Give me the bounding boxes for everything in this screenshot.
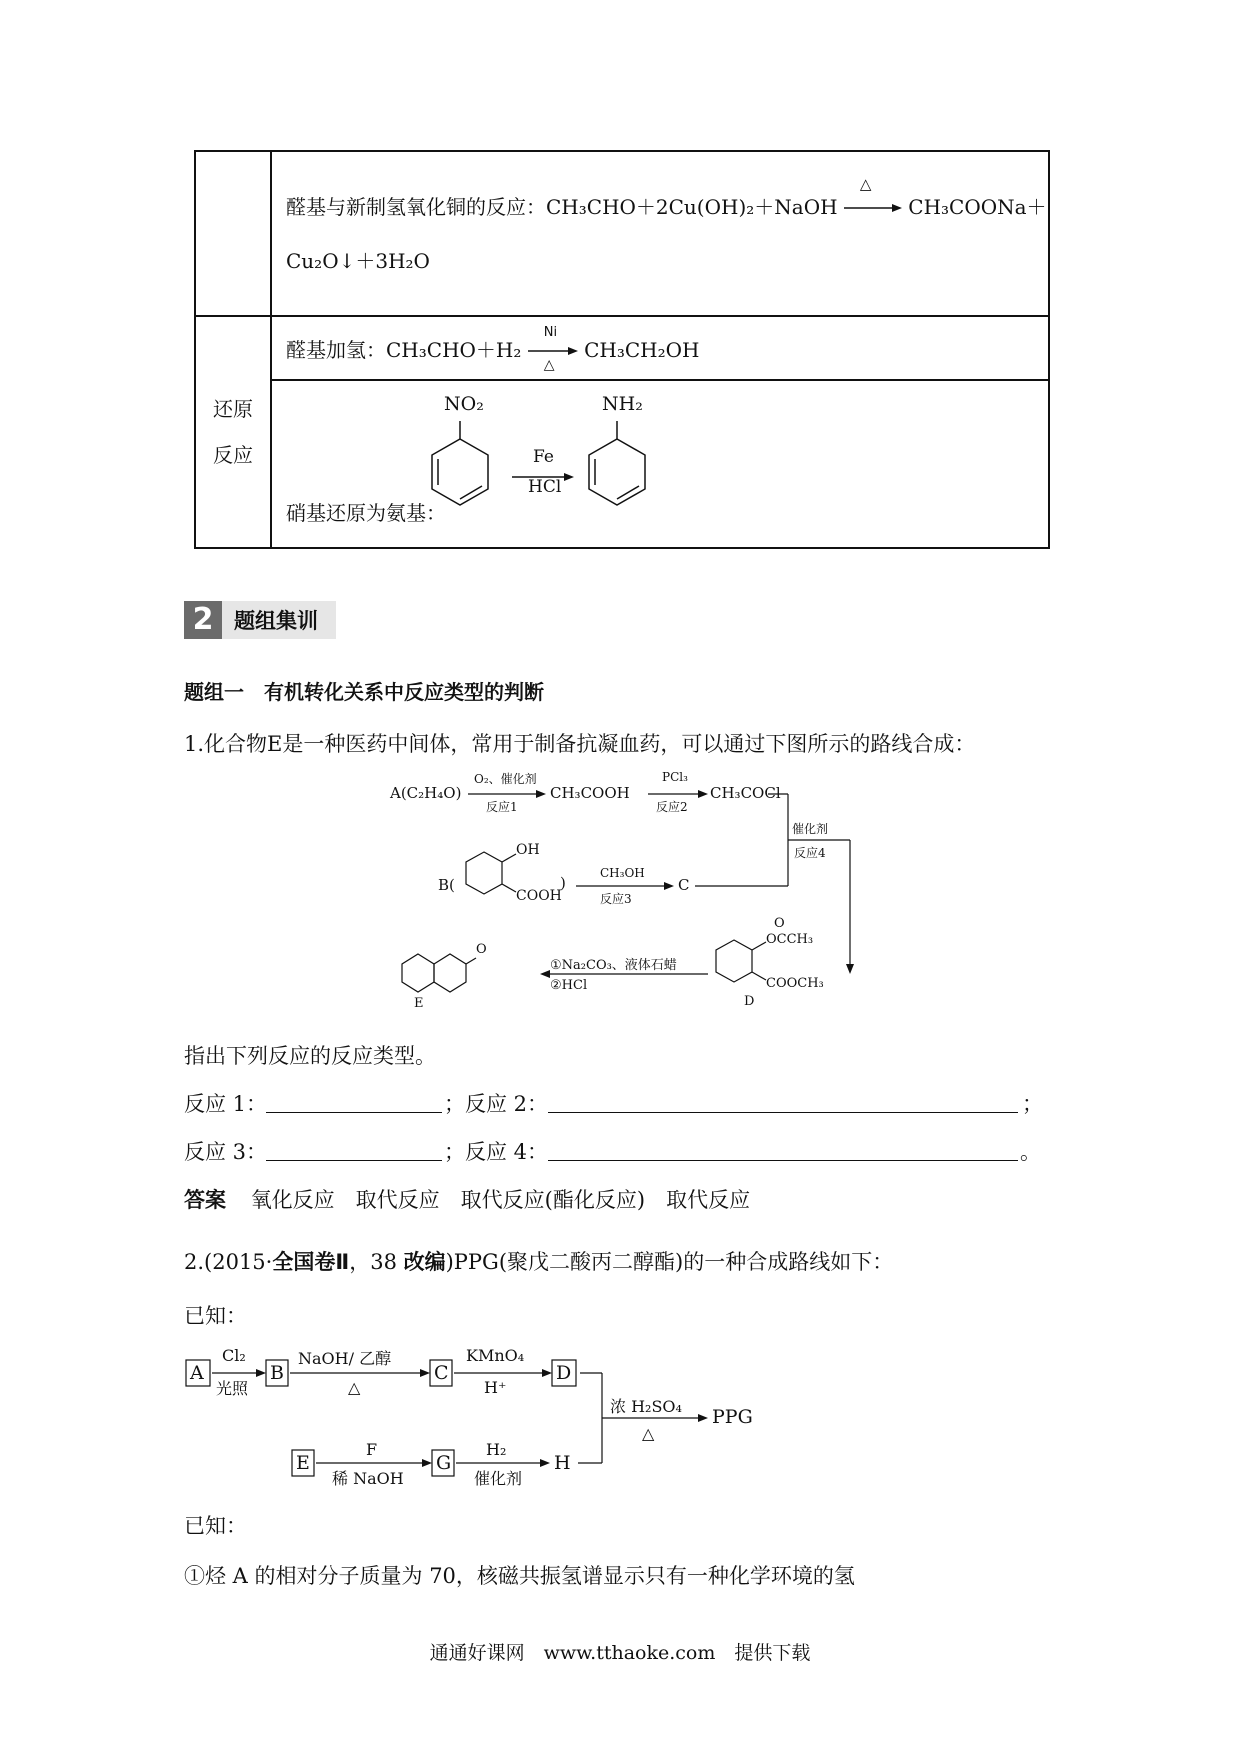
q1-E: E (414, 996, 424, 1011)
q2-stem-adapted: 改编 (403, 1250, 446, 1274)
q1-blank3-label: 反应 3： (184, 1140, 268, 1164)
q1-D-oc: OCCH₃ (766, 932, 814, 947)
q1-blank2-label: ；反应 2： (444, 1092, 549, 1116)
q2-gh-bottom: 催化剂 (474, 1469, 523, 1488)
q1-B-close: ) (560, 874, 566, 892)
aniline-ring (589, 421, 645, 505)
q2-stem-source: 全国卷Ⅱ (272, 1250, 350, 1274)
q2-G: G (436, 1452, 452, 1474)
row1-line2: Cu₂O↓＋3H₂O (286, 248, 430, 273)
q1-step1-top: O₂、催化剂 (474, 772, 537, 786)
section-number: 2 (184, 601, 222, 639)
table-row-nitro (271, 380, 1049, 548)
row2-cond-top: Ni (543, 325, 558, 340)
table-row-aldehyde-h2 (271, 316, 1049, 380)
q2-bc-bottom: △ (348, 1378, 361, 1397)
q2-B: B (270, 1362, 284, 1384)
q1-prompt: 指出下列反应的反应类型。 (184, 1044, 436, 1068)
q1-end-semicolon: ； (1022, 1092, 1043, 1116)
group-label-2: 反应 (213, 443, 253, 467)
q1-step2-top: PCl₃ (662, 770, 688, 784)
q1-step3-top: CH₃OH (600, 866, 645, 880)
q1-acyl: CH₃COCl (710, 784, 781, 802)
q2-final-top: 浓 H₂SO₄ (610, 1397, 682, 1416)
reaction-table (194, 150, 1050, 549)
group-label-1: 还原 (213, 397, 253, 421)
q1-E-o: O (476, 942, 487, 957)
q1-step4-bottom: 反应4 (794, 846, 826, 860)
q1-step1-bottom: 反应1 (486, 800, 518, 814)
q2-cd-top: KMnO₄ (466, 1346, 525, 1365)
q1-C: C (678, 876, 690, 894)
q1-B-oh: OH (516, 842, 540, 858)
q2-H: H (554, 1452, 571, 1474)
page-footer: 通通好课网 www.tthaoke.com 提供下载 (429, 1642, 811, 1664)
q2-bc-top: NaOH/ 乙醇 (298, 1349, 392, 1368)
q1-step5-bottom: ②HCl (550, 978, 588, 993)
row3-reactant-group: NO₂ (444, 393, 484, 415)
q1-blank4-label: ；反应 4： (444, 1140, 549, 1164)
row3-cond-bottom: HCl (528, 477, 562, 497)
q2-C: C (434, 1362, 449, 1384)
q2-ab-bottom: 光照 (216, 1379, 249, 1398)
q1-B: B( (438, 876, 455, 894)
q1-blank1-label: 反应 1： (184, 1092, 268, 1116)
q2-scheme (184, 1338, 784, 1498)
row2-reaction-text: 醛基加氢：CH₃CHO＋H₂ (286, 337, 522, 362)
answer-label: 答案 (184, 1188, 226, 1212)
table-group-cell-blank (195, 151, 271, 316)
row1-cond: △ (859, 175, 872, 193)
table-group-cell-reduction (195, 316, 271, 548)
q2-A: A (190, 1362, 204, 1384)
q1-acid: CH₃COOH (550, 784, 630, 802)
row3-label: 硝基还原为氨基： (286, 501, 446, 525)
row2-arrow (528, 325, 578, 373)
q1-blank1-field[interactable] (266, 1112, 442, 1113)
row3-product-group: NH₂ (602, 393, 643, 415)
row1-reaction-text: 醛基与新制氢氧化铜的反应：CH₃CHO＋2Cu(OH)₂＋NaOH (286, 194, 838, 219)
q2-E: E (296, 1452, 310, 1474)
q1-blank2-field[interactable] (548, 1112, 1018, 1113)
q1-answer (184, 1184, 750, 1214)
row1-arrow (844, 175, 902, 218)
q1-step2-bottom: 反应2 (656, 800, 688, 814)
q1-step4-top: 催化剂 (792, 822, 829, 836)
row1-product: CH₃COONa＋ (908, 194, 1047, 219)
q1-D-ester: COOCH₃ (766, 976, 824, 991)
q1-D: D (744, 994, 755, 1009)
q1-blank3-field[interactable] (266, 1160, 442, 1161)
table-row-aldehyde-cu (271, 151, 1049, 316)
q1-blank4-field[interactable] (548, 1160, 1018, 1161)
q2-final-bottom: △ (642, 1424, 655, 1443)
section-title: 题组集训 (234, 609, 318, 633)
section-badge (184, 601, 336, 639)
q2-stem (184, 1246, 893, 1276)
q2-stem-prefix: 2.(2015· (184, 1250, 273, 1274)
answer-text: 氧化反应 取代反应 取代反应(酯化反应) 取代反应 (250, 1188, 751, 1212)
q2-stem-suffix: )PPG(聚戊二酸丙二醇酯)的一种合成路线如下： (445, 1250, 894, 1274)
q2-gh-top: H₂ (486, 1440, 507, 1459)
row3-cond-top: Fe (533, 447, 554, 467)
q2-product: PPG (712, 1406, 753, 1428)
row2-cond-bottom: △ (543, 357, 555, 373)
q1-step3-bottom: 反应3 (600, 892, 632, 906)
q2-D: D (556, 1362, 572, 1384)
q2-known-2: 已知： (184, 1514, 247, 1538)
row2-product: CH₃CH₂OH (584, 337, 700, 362)
q1-A: A(C₂H₄O) (390, 784, 462, 802)
group-heading: 题组一 有机转化关系中反应类型的判断 (184, 680, 544, 704)
q1-step5-top: ①Na₂CO₃、液体石蜡 (550, 958, 677, 973)
q2-ab-top: Cl₂ (222, 1346, 246, 1365)
q1-stem: 1.化合物E是一种医药中间体，常用于制备抗凝血药，可以通过下图所示的路线合成： (184, 732, 976, 756)
q2-known-1: 已知： (184, 1304, 247, 1328)
q1-scheme (390, 770, 870, 1020)
q2-fact-1: ①烃 A 的相对分子质量为 70，核磁共振氢谱显示只有一种化学环境的氢 (184, 1564, 855, 1588)
q2-cd-bottom: H⁺ (484, 1378, 507, 1397)
q2-eg-top: F (366, 1440, 378, 1459)
q2-eg-bottom: 稀 NaOH (332, 1469, 404, 1488)
q1-B-cooh: COOH (516, 888, 562, 904)
q2-stem-mid: ，38 (349, 1250, 404, 1274)
q1-D-o: O (774, 916, 785, 931)
q1-end-period: 。 (1020, 1140, 1041, 1164)
